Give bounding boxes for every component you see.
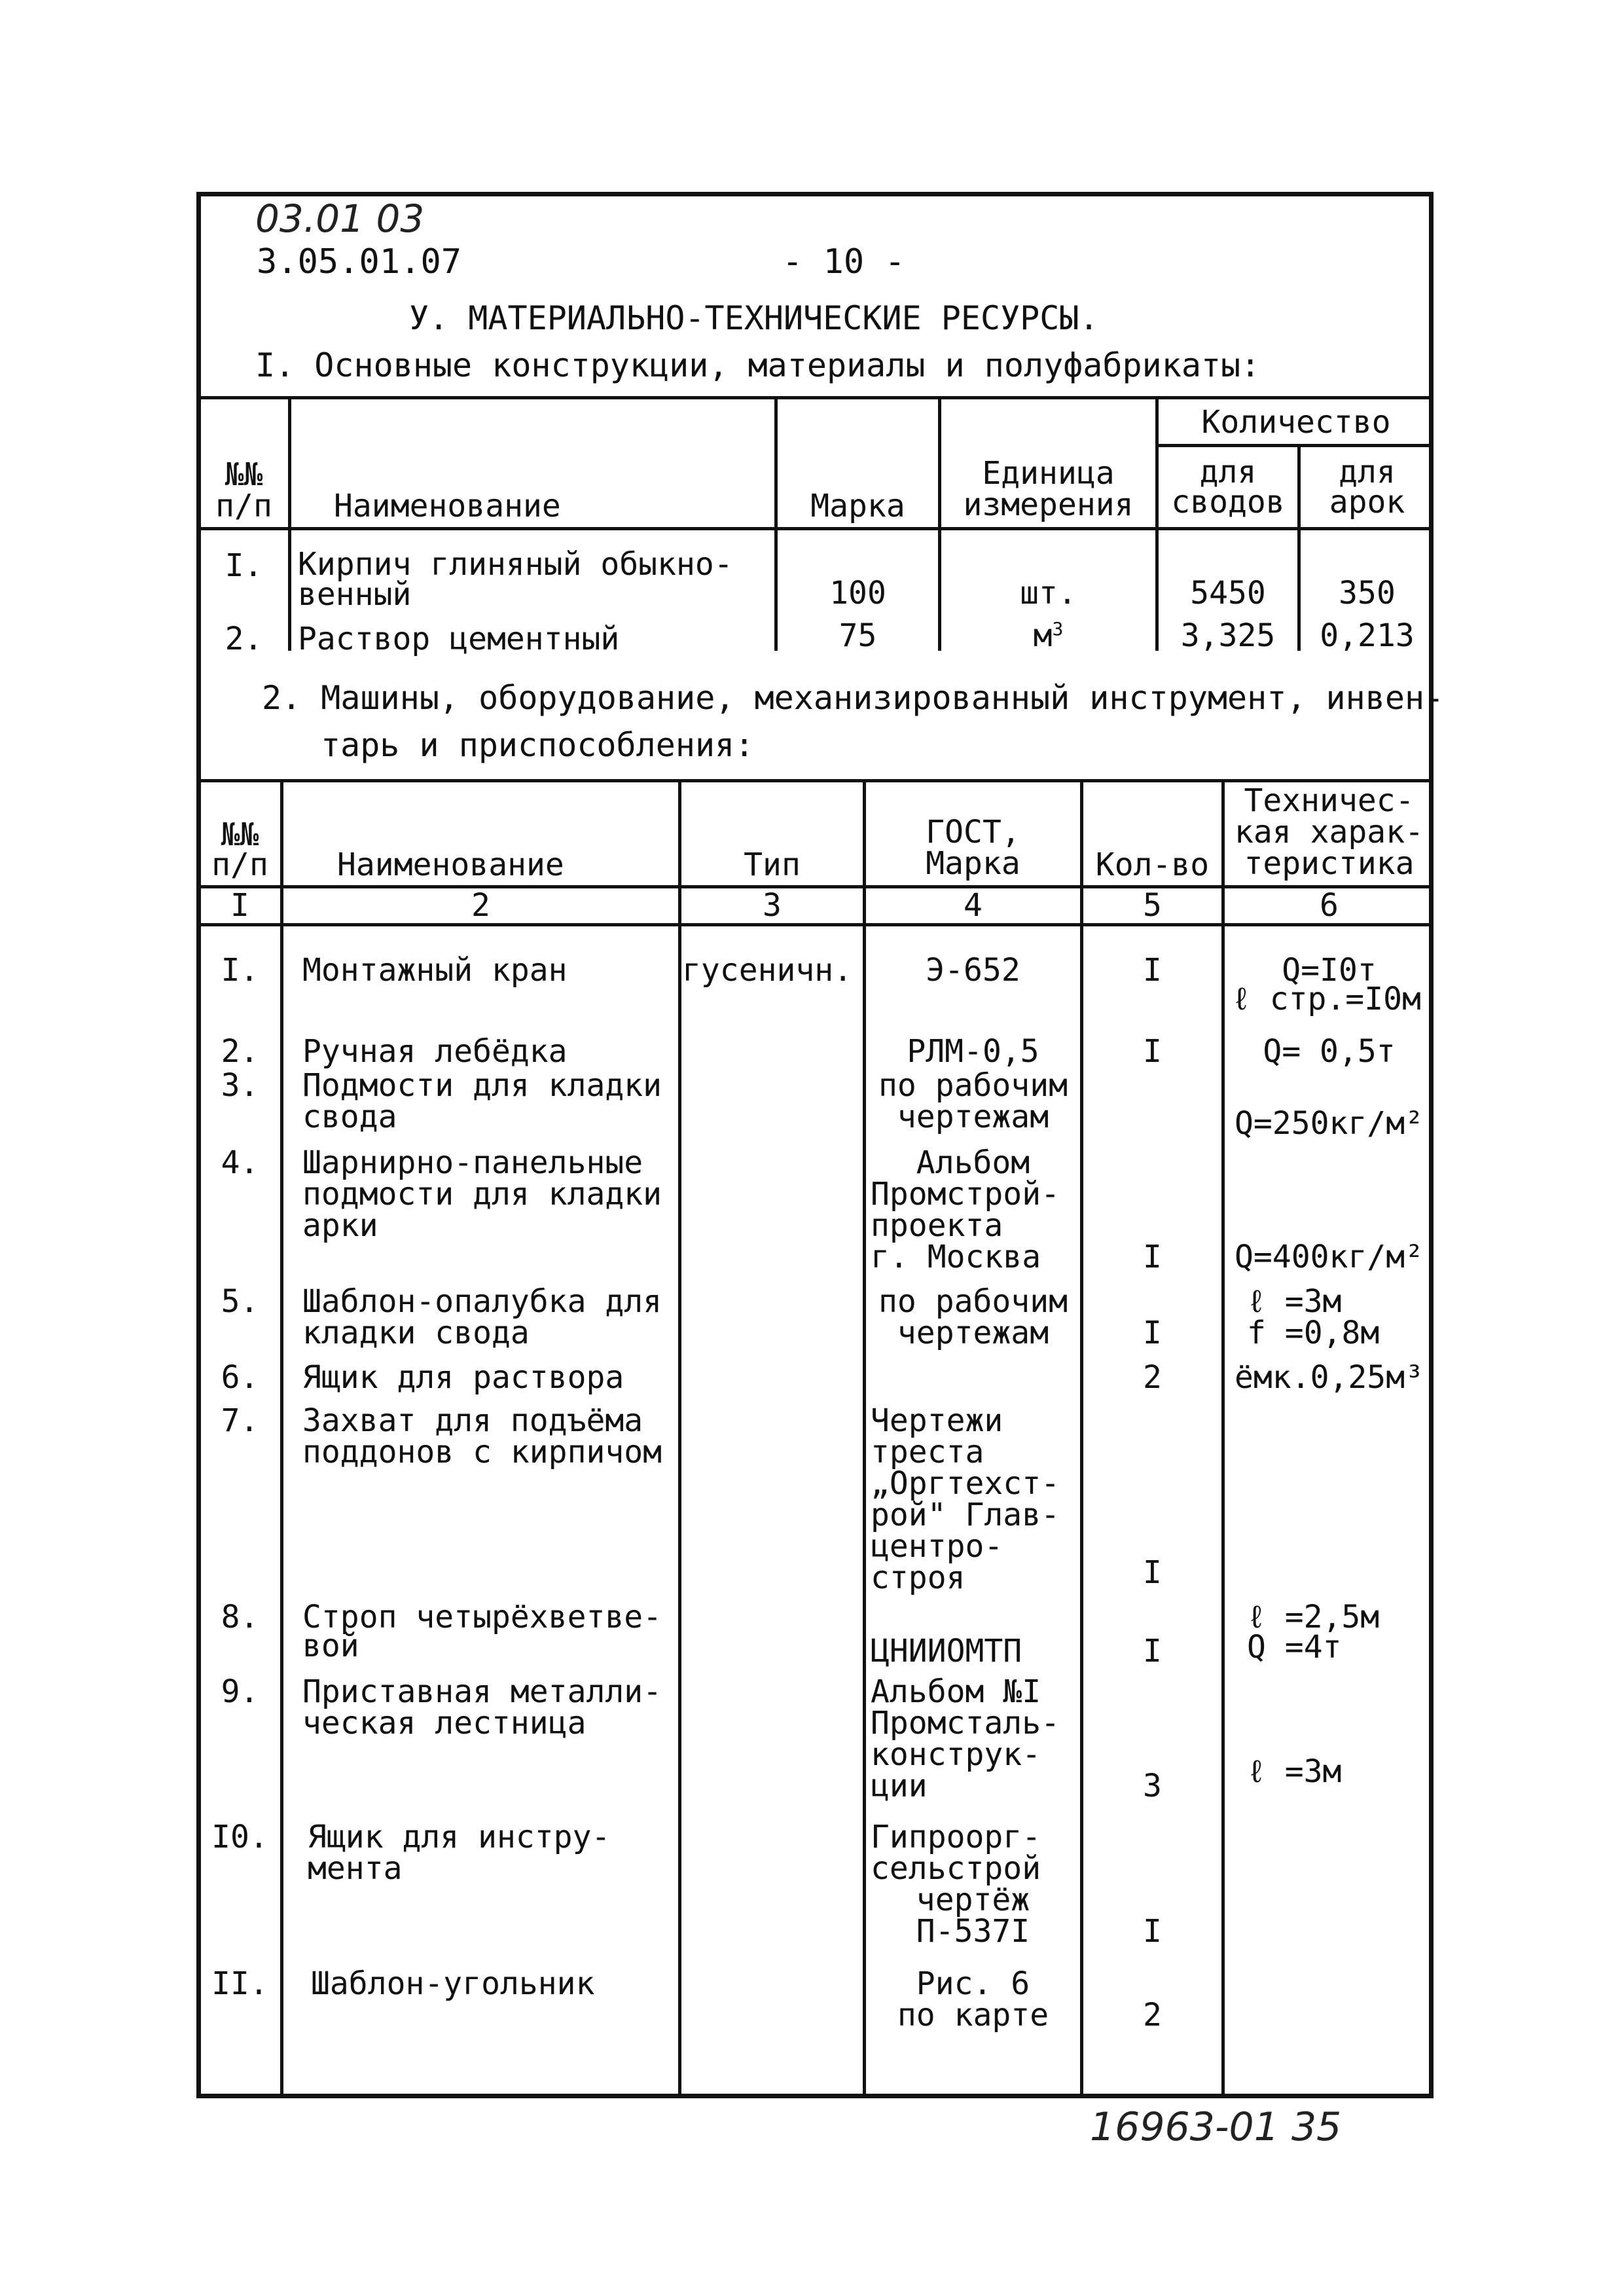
t2-header-tech-2: кая харак- <box>1235 814 1424 850</box>
t1-header-num-2: п/п <box>215 488 272 524</box>
subsection1-title: I. Основные конструкции, материалы и полуфабрикаты: <box>255 346 1261 384</box>
handwritten-code: 03.01 03 <box>255 196 425 241</box>
t2-colnum: 5 <box>1143 887 1162 924</box>
t2-colnum: 6 <box>1320 887 1339 924</box>
t2-header-tech-3: теристика <box>1244 845 1415 882</box>
t2-colnum: 4 <box>964 887 983 924</box>
t2-header-name: Наименование <box>337 847 564 883</box>
t2-header-gost-1: ГОСТ, <box>926 814 1020 850</box>
t1-header-num-1: №№ <box>225 456 263 493</box>
handwritten-footer-number: 16963-01 35 <box>1090 2104 1342 2150</box>
doc-code: 3.05.01.07 <box>257 242 462 282</box>
t1-header-unit-1: Единица <box>982 455 1115 492</box>
t2-header-tech-1: Техничес- <box>1244 782 1415 819</box>
t1-header-arches-1: для <box>1339 454 1396 490</box>
t1-header-unit-2: измерения <box>963 486 1134 523</box>
t1-header-qty-group: Количество <box>1201 404 1391 441</box>
subsection2-title-line1: 2. Машины, оборудование, механизированный инструмент, инвен- <box>262 679 1445 717</box>
t2-header-qty: Кол-во <box>1095 847 1210 883</box>
t1-header-arches-2: арок <box>1329 484 1405 520</box>
t2-header-num-1: №№ <box>221 816 259 853</box>
t2-colnum: 3 <box>763 887 782 924</box>
divider <box>196 396 1434 399</box>
t2-header-type: Тип <box>744 847 801 883</box>
t2-header-gost-2: Марка <box>926 845 1020 882</box>
section-title: У. МАТЕРИАЛЬНО-ТЕХНИЧЕСКИЕ РЕСУРСЫ. <box>409 299 1099 337</box>
t2-header-num-2: п/п <box>211 847 268 883</box>
t1-header-vaults-1: для <box>1199 454 1257 490</box>
subsection2-title-line2: тарь и приспособления: <box>321 726 755 764</box>
t2-colnum: 2 <box>471 887 490 924</box>
t1-header-mark: Марка <box>810 488 905 524</box>
t1-header-vaults-2: сводов <box>1171 484 1285 520</box>
t2-colnum: I <box>230 887 249 924</box>
t1-header-name: Наименование <box>334 488 561 524</box>
page-number: - 10 - <box>782 242 905 282</box>
